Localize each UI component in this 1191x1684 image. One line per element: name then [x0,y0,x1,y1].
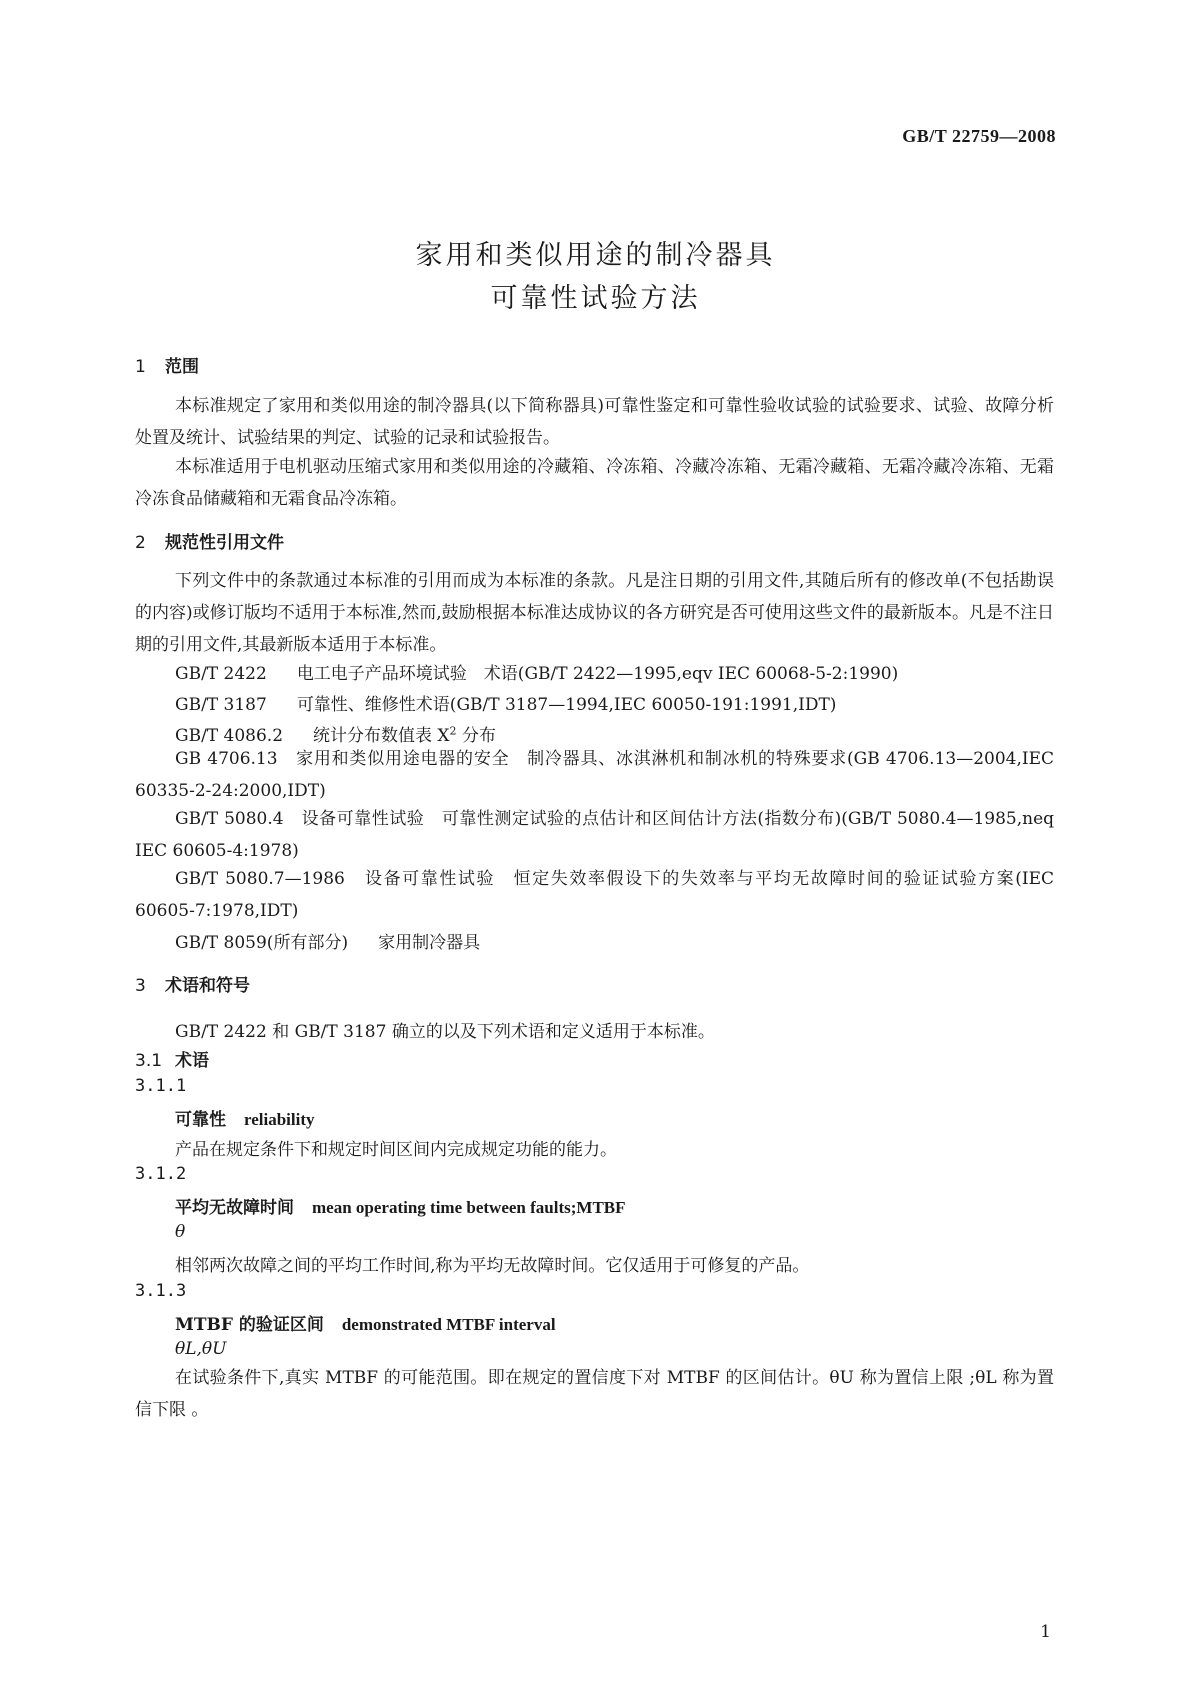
reference-superscript: 2 [449,724,457,738]
reference-item [175,928,480,953]
reference-code: GB/T 4086.2 [175,726,284,746]
reference-title: 设备可靠性试验 可靠性测定试验的点估计和区间估计方法(指数分布)(GB/T 5080.4—1985,neq IEC 60605-4:1978) [135,809,1055,861]
reference-code: GB/T 3187 [175,695,267,715]
section-number: 2 [135,533,146,553]
section-1-paragraph-1: 本标准规定了家用和类似用途的制冷器具(以下简称器具)可靠性鉴定和可靠性验收试验的试验要求、试验、故障分析处置及统计、试验结果的判定、试验的记录和试验报告。 [135,396,1054,448]
section-2-heading [135,528,284,553]
section-2-intro: 下列文件中的条款通过本标准的引用而成为本标准的条款。凡是注日期的引用文件,其随后所有的修改单(不包括勘误的内容)或修订版均不适用于本标准,然而,鼓励根据本标准达成协议的各方研究是否可使用这些文件的最新版本。凡是不注日期的引用文件,其最新版本适用于本标准。 [135,571,1054,655]
section-number: 3 [135,976,146,996]
reference-title: 设备可靠性试验 恒定失效率假设下的失效率与平均无故障时间的验证试验方案(IEC 60605-7:1978,IDT) [135,869,1054,921]
term-name-zh: 可靠性 [175,1110,226,1130]
term-number: 3.1.2 [135,1164,187,1184]
reference-code: GB/T 5080.7—1986 [175,869,345,889]
subsection-title: 术语 [175,1051,209,1071]
term-name-en: reliability [244,1110,315,1129]
subsection-3-1-heading [135,1046,209,1071]
reference-code: GB 4706.13 [175,749,278,769]
reference-title-suffix: 分布 [456,726,496,746]
section-3-heading [135,971,250,996]
term-name [175,1310,556,1335]
term-name [175,1105,315,1130]
reference-title: 可靠性、维修性术语(GB/T 3187—1994,IEC 60050-191:1991,IDT) [296,695,837,715]
section-title: 范围 [165,357,199,377]
term-definition: 相邻两次故障之间的平均工作时间,称为平均无故障时间。它仅适用于可修复的产品。 [175,1256,810,1276]
term-definition: 在试验条件下,真实 MTBF 的可能范围。即在规定的置信度下对 MTBF 的区间估计。θU 称为置信上限 ;θL 称为置信下限 。 [135,1368,1054,1420]
reference-item [135,743,1054,807]
term-name-en: mean operating time between faults;MTBF [312,1198,626,1217]
reference-title: 家用和类似用途电器的安全 制冷器具、冰淇淋机和制冰机的特殊要求(GB 4706.13—2004,IEC 60335-2-24:2000,IDT) [135,749,1055,801]
page-number: 1 [1040,1622,1051,1642]
reference-code: GB/T 5080.4 [175,809,284,829]
reference-code: GB/T 8059(所有部分) [175,933,349,953]
section-number: 1 [135,357,146,377]
document-title-line-2: 可靠性试验方法 [490,283,701,314]
reference-item [135,863,1054,927]
section-title: 术语和符号 [165,976,250,996]
term-number: 3.1.1 [135,1076,187,1096]
term-symbol: θL,θU [175,1339,227,1359]
term-number: 3.1.3 [135,1281,187,1301]
term-name-en: demonstrated MTBF interval [341,1315,556,1334]
reference-item [135,803,1054,867]
reference-item [175,690,836,715]
section-title: 规范性引用文件 [165,533,284,553]
reference-title: 电工电子产品环境试验 术语(GB/T 2422—1995,eqv IEC 60068-5-2:1990) [296,664,899,684]
term-name-zh: 平均无故障时间 [175,1198,294,1218]
term-name-zh: MTBF 的验证区间 [175,1315,324,1335]
reference-item [175,659,898,684]
subsection-number: 3.1 [135,1051,163,1071]
reference-code: GB/T 2422 [175,664,267,684]
document-title-line-1: 家用和类似用途的制冷器具 [415,240,776,271]
reference-title: 家用制冷器具 [378,933,481,953]
section-1-paragraph-2: 本标准适用于电机驱动压缩式家用和类似用途的冷藏箱、冷冻箱、冷藏冷冻箱、无霜冷藏箱、无霜冷藏冷冻箱、无霜冷冻食品储藏箱和无霜食品冷冻箱。 [135,457,1054,509]
standard-code: GB/T 22759—2008 [902,126,1056,146]
section-3-intro: GB/T 2422 和 GB/T 3187 确立的以及下列术语和定义适用于本标准。 [175,1022,715,1042]
term-symbol: θ [175,1222,186,1242]
term-definition: 产品在规定条件下和规定时间区间内完成规定功能的能力。 [175,1140,617,1160]
term-name [175,1193,626,1218]
reference-title: 统计分布数值表 X [313,726,450,746]
section-1-heading [135,352,199,377]
